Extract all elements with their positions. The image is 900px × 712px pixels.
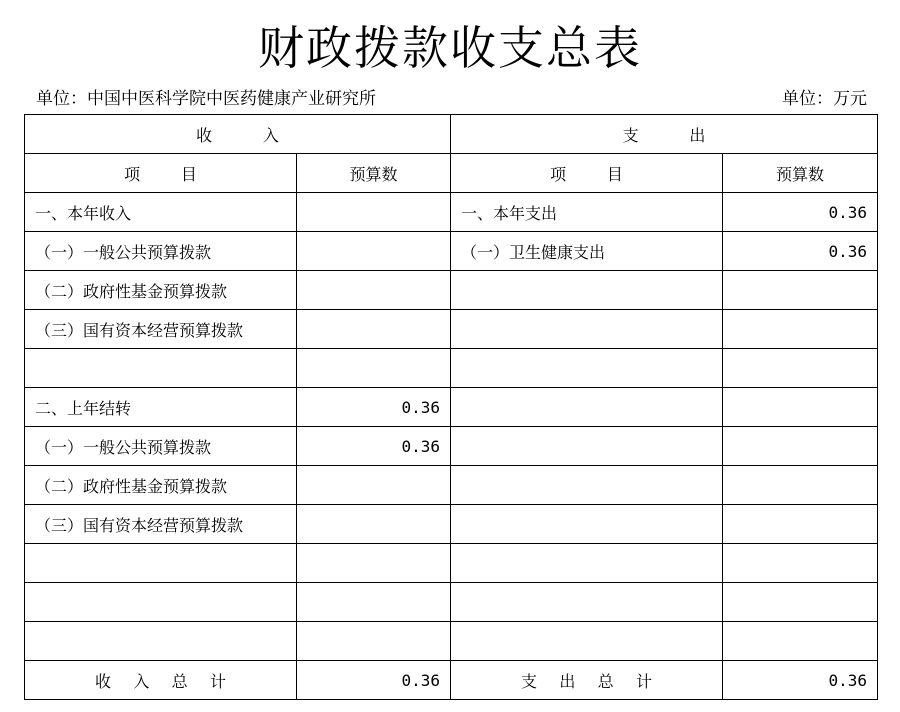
expense-total-label bbox=[451, 661, 723, 700]
income-value-cell: 0.36 bbox=[297, 427, 451, 466]
income-total-label-char: 总 bbox=[171, 671, 188, 691]
income-value-cell bbox=[297, 622, 451, 661]
expense-item-cell: （一）卫生健康支出 bbox=[451, 232, 723, 271]
table-row bbox=[25, 622, 878, 661]
expense-total-label-char: 支 bbox=[521, 671, 538, 691]
expense-total-label-char: 出 bbox=[559, 671, 576, 691]
income-total-label-char: 计 bbox=[209, 671, 226, 691]
expense-item-cell: 一、本年支出 bbox=[451, 193, 723, 232]
income-total-label-char: 入 bbox=[133, 671, 150, 691]
totals-row bbox=[25, 661, 878, 700]
expense-budget-header: 预算数 bbox=[723, 154, 878, 193]
expense-item-cell bbox=[451, 349, 723, 388]
table-row bbox=[25, 193, 878, 232]
expense-item-cell bbox=[451, 622, 723, 661]
expense-value-cell bbox=[723, 388, 878, 427]
expense-section-header: 支 出 bbox=[451, 115, 878, 154]
table-row bbox=[25, 388, 878, 427]
expense-item-header: 项 目 bbox=[451, 154, 723, 193]
expense-item-cell bbox=[451, 427, 723, 466]
header-section-row bbox=[25, 115, 878, 154]
expense-value-cell bbox=[723, 505, 878, 544]
income-item-header: 项 目 bbox=[25, 154, 297, 193]
income-value-cell bbox=[297, 349, 451, 388]
expense-total-value: 0.36 bbox=[723, 661, 878, 700]
expense-value-cell bbox=[723, 544, 878, 583]
income-budget-header: 预算数 bbox=[297, 154, 451, 193]
expense-value-cell: 0.36 bbox=[723, 193, 878, 232]
expense-value-cell bbox=[723, 349, 878, 388]
expense-item-cell bbox=[451, 544, 723, 583]
expense-value-cell bbox=[723, 310, 878, 349]
expense-value-cell: 0.36 bbox=[723, 232, 878, 271]
income-item-cell: 一、本年收入 bbox=[25, 193, 297, 232]
income-item-cell bbox=[25, 583, 297, 622]
expense-value-cell bbox=[723, 622, 878, 661]
income-value-cell bbox=[297, 271, 451, 310]
income-item-cell: （三）国有资本经营预算拨款 bbox=[25, 310, 297, 349]
budget-table bbox=[24, 114, 878, 700]
header-column-row bbox=[25, 154, 878, 193]
expense-item-cell bbox=[451, 388, 723, 427]
income-total-label-char: 收 bbox=[95, 671, 112, 691]
income-value-cell bbox=[297, 505, 451, 544]
expense-value-cell bbox=[723, 427, 878, 466]
expense-item-cell bbox=[451, 466, 723, 505]
income-value-cell bbox=[297, 310, 451, 349]
expense-total-label-char: 计 bbox=[635, 671, 652, 691]
table-row bbox=[25, 427, 878, 466]
expense-item-cell bbox=[451, 310, 723, 349]
income-item-cell: （一）一般公共预算拨款 bbox=[25, 427, 297, 466]
page-title: 财政拨款收支总表 bbox=[258, 21, 642, 75]
income-value-cell: 0.36 bbox=[297, 388, 451, 427]
unit-currency: 单位：万元 bbox=[782, 89, 867, 109]
table-row bbox=[25, 271, 878, 310]
table-row bbox=[25, 349, 878, 388]
income-value-cell bbox=[297, 466, 451, 505]
unit-organization: 单位：中国中医科学院中医药健康产业研究所 bbox=[36, 89, 376, 109]
income-section-header: 收 入 bbox=[25, 115, 451, 154]
expense-value-cell bbox=[723, 466, 878, 505]
expense-item-cell bbox=[451, 271, 723, 310]
table-row bbox=[25, 466, 878, 505]
income-value-cell bbox=[297, 232, 451, 271]
expense-total-label-char: 总 bbox=[597, 671, 614, 691]
table-row bbox=[25, 505, 878, 544]
income-value-cell bbox=[297, 583, 451, 622]
expense-value-cell bbox=[723, 271, 878, 310]
income-value-cell bbox=[297, 544, 451, 583]
expense-value-cell bbox=[723, 583, 878, 622]
table-row bbox=[25, 310, 878, 349]
income-item-cell: （三）国有资本经营预算拨款 bbox=[25, 505, 297, 544]
income-total-label bbox=[25, 661, 297, 700]
income-item-cell bbox=[25, 544, 297, 583]
expense-item-cell bbox=[451, 583, 723, 622]
income-item-cell bbox=[25, 622, 297, 661]
income-item-cell: （二）政府性基金预算拨款 bbox=[25, 466, 297, 505]
income-total-value: 0.36 bbox=[297, 661, 451, 700]
table-row bbox=[25, 544, 878, 583]
income-item-cell bbox=[25, 349, 297, 388]
table-row bbox=[25, 583, 878, 622]
income-value-cell bbox=[297, 193, 451, 232]
income-item-cell: （二）政府性基金预算拨款 bbox=[25, 271, 297, 310]
expense-item-cell bbox=[451, 505, 723, 544]
table-row bbox=[25, 232, 878, 271]
income-item-cell: （一）一般公共预算拨款 bbox=[25, 232, 297, 271]
income-item-cell: 二、上年结转 bbox=[25, 388, 297, 427]
